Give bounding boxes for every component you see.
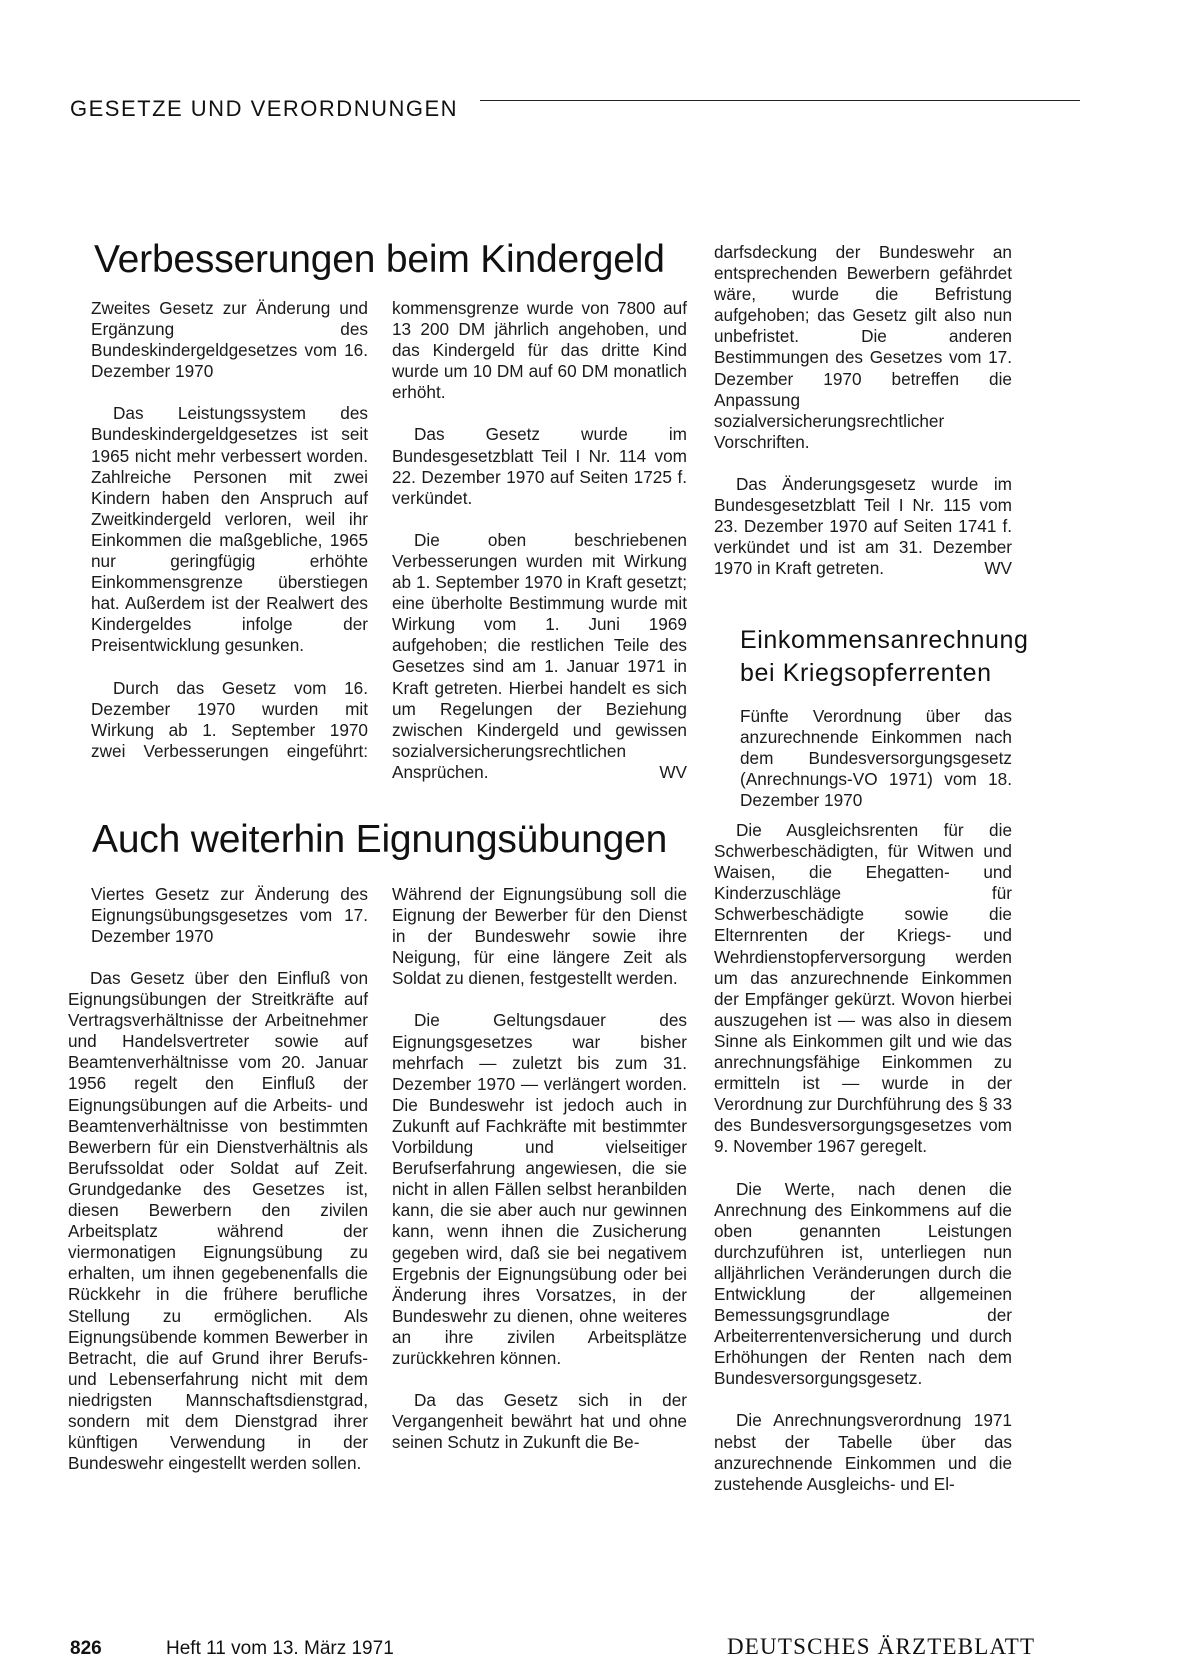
article-1-title: Verbesserungen beim Kindergeld <box>94 238 665 281</box>
article-1-signature: WV <box>659 761 687 782</box>
header-rule <box>480 100 1080 101</box>
article-3-paragraph-2: Während der Eignungsübung soll die Eignung der Bewerber für den Dienst in der Bundeswehr sowie ihre Neigung, für eine längere Zeit als Soldat zu dienen, festgestellt werden. <box>392 884 687 989</box>
article-1-paragraph-3: Das Gesetz wurde im Bundesgesetzblatt Teil I Nr. 114 vom 22. Dezember 1970 auf Seiten 1725 f. verkündet. <box>392 424 687 508</box>
section-header: GESETZE UND VERORDNUNGEN <box>70 96 459 121</box>
journal-name: DEUTSCHES ÄRZTEBLATT <box>727 1634 1036 1659</box>
article-3-paragraph-4: Da das Gesetz sich in der Vergangenheit bewährt hat und ohne seinen Schutz in Zukunft die Be- <box>392 1390 687 1453</box>
article-1-paragraph-4-text: Die oben beschriebenen Verbesserungen wurden mit Wirkung ab 1. September 1970 in Kraft gesetzt; eine überholte Bestimmung wurde mit Wirkung vom 1. Juni 1969 aufgehoben; die restlichen Teile des Gesetzes sind am 1. Januar 1971 in Kraft getreten. Hierbei handelt es sich um Regelungen der Beziehung zwischen Kindergeld und gewissen sozialversicherungsrechtlichen Ansprüchen. <box>392 529 687 782</box>
page-number: 826 <box>70 1638 102 1659</box>
article-2-title: Einkommensanrechnung bei Kriegsopferrenten <box>740 626 1029 687</box>
article-2-paragraph-2: Die Werte, nach denen die Anrechnung des Einkommens auf die oben genannten Leistungen durchzuführen ist, unterliegen nun alljährlichen Veränderungen durch die Entwicklung der allgemeinen Bemessungsgrundlage der Arbeiterrentenversicherung und durch Erhöhungen der Renten nach dem Bundesversorgungsgesetz. <box>714 1178 1012 1389</box>
article-1-column-1 <box>91 298 368 762</box>
article-3-continuation <box>714 242 1012 579</box>
article-2-body <box>714 820 1012 1495</box>
article-1-paragraph-1: Das Leistungssystem des Bundeskindergeldgesetzes ist seit 1965 nicht mehr verbessert worden. Zahlreiche Personen mit zwei Kindern haben den Anspruch auf Zweitkindergeld verloren, weil ihr Einkommen die maßgebliche, 1965 nur geringfügig erhöhte Einkommensgrenze überstiegen hat. Außerdem ist der Realwert des Kindergeldes infolge der Preisentwicklung gesunken. <box>91 403 368 656</box>
article-3-column-1 <box>68 968 368 1474</box>
article-3-subtitle: Viertes Gesetz zur Änderung des Eignungsübungsgesetzes vom 17. Dezember 1970 <box>91 884 368 947</box>
article-3-column-2 <box>392 884 687 1453</box>
article-2-subtitle: Fünfte Verordnung über das anzurechnende Einkommen nach dem Bundesversorgungsgesetz (Anrechnungs-VO 1971) vom 18. Dezember 1970 <box>740 706 1012 811</box>
article-1-paragraph-2: Durch das Gesetz vom 16. Dezember 1970 wurden mit Wirkung ab 1. September 1970 zwei Verbesserungen eingeführt: <box>91 677 368 761</box>
article-2-paragraph-3: Die Anrechnungsverordnung 1971 nebst der Tabelle über das anzurechnende Einkommen und die zustehende Ausgleichs- und El- <box>714 1410 1012 1494</box>
article-3-paragraph-1: Das Gesetz über den Einfluß von Eignungsübungen der Streitkräfte auf Vertragsverhältnisse der Arbeitnehmer und Handelsvertreter sowie auf Beamtenverhältnisse vom 20. Januar 1956 regelt den Einfluß der Eignungsübungen auf die Arbeits- und Beamtenverhältnisse von bestimmten Bewerbern für ein Dienstverhältnis als Berufssoldat oder Soldat auf Zeit. Grundgedanke des Gesetzes ist, diesen Bewerbern den zivilen Arbeitsplatz während der viermonatigen Eignungsübung zu erhalten, um ihnen gegebenenfalls die Rückkehr in die frühere berufliche Stellung zu ermöglichen. Als Eignungsübende kommen Bewerber in Betracht, die auf Grund ihrer Berufs- und Lebenserfahrung nicht mit dem niedrigsten Mannschaftsdienstgrad, sondern mit dem Dienstgrad ihrer künftigen Verwendung in der Bundeswehr eingestellt werden sollen. <box>68 968 368 1474</box>
article-3-subtitle-block <box>91 884 368 947</box>
article-2-paragraph-1: Die Ausgleichsrenten für die Schwerbeschädigten, für Witwen und Waisen, die Ehegatten- und Kinderzuschläge für Schwerbeschädigte sowie die Elternrenten der Kriegs- und Wehrdienstopferversorgung werden um das anzurechnende Einkommen der Empfänger gekürzt. Wovon hierbei auszugehen ist — was also in diesem Sinne als Einkommen gilt und wie das anrechnungsfähige Einkommen zu ermitteln ist — wurde in der Verordnung zur Durchführung des § 33 des Bundesversorgungsgesetzes vom 9. November 1967 geregelt. <box>714 820 1012 1157</box>
issue-line: Heft 11 vom 13. März 1971 <box>166 1638 394 1659</box>
article-2-subtitle-block <box>740 706 1012 811</box>
article-3-signature: WV <box>984 558 1012 579</box>
article-3-title: Auch weiterhin Eignungsübungen <box>92 818 668 861</box>
article-3-continued-paragraph-2 <box>714 474 1012 579</box>
article-3-paragraph-3: Die Geltungsdauer des Eignungsgesetzes war bisher mehrfach — zuletzt bis zum 31. Dezember 1970 — verlängert worden. Die Bundeswehr ist jedoch auch in Zukunft auf Fachkräfte mit bestimmter Vorbildung und vielseitiger Berufserfahrung angewiesen, die sie nicht in allen Fällen selbst heranbilden kann, die sie aber auch nur gewinnen kann, wenn ihnen die Zusicherung gegeben wird, daß sie bei negativem Ergebnis der Eignungsübung oder bei Änderung ihres Vorsatzes, in der Bundeswehr zu dienen, ohne weiteres an ihre zivilen Arbeitsplätze zurückkehren können. <box>392 1010 687 1368</box>
article-3-continued-paragraph-2-text: Das Änderungsgesetz wurde im Bundesgesetzblatt Teil I Nr. 115 vom 23. Dezember 1970 auf Seiten 1741 f. verkündet und ist am 31. Dezember 1970 in Kraft getreten. <box>714 473 1012 579</box>
article-1-paragraph-4 <box>392 530 687 783</box>
article-1-paragraph-2-continued: kommensgrenze wurde von 7800 auf 13 200 DM jährlich angehoben, und das Kindergeld für das dritte Kind wurde um 10 DM auf 60 DM monatlich erhöht. <box>392 298 687 403</box>
article-1-column-2 <box>392 298 687 783</box>
article-3-continued-paragraph-1: darfsdeckung der Bundeswehr an entsprechenden Bewerbern gefährdet wäre, wurde die Befristung aufgehoben; das Gesetz gilt also nun unbefristet. Die anderen Bestimmungen des Gesetzes vom 17. Dezember 1970 betreffen die Anpassung sozialversicherungsrechtlicher Vorschriften. <box>714 242 1012 452</box>
article-1-subtitle: Zweites Gesetz zur Änderung und Ergänzung des Bundeskindergeldgesetzes vom 16. Dezember 1970 <box>91 298 368 382</box>
